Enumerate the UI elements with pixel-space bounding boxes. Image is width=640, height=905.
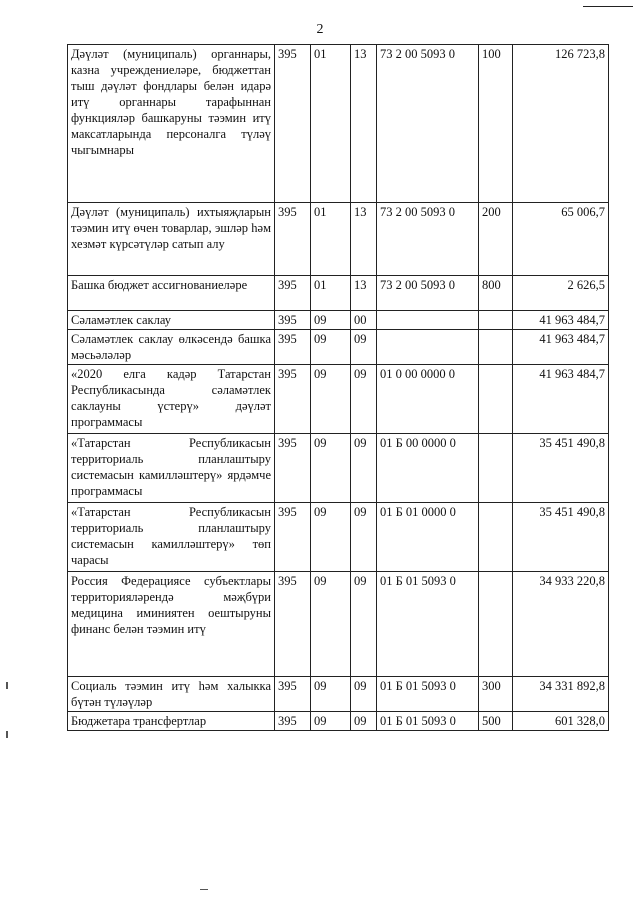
table-row [68,712,609,731]
row-name: Дәүләт (муниципаль) ихтыяҗларын тәэмин итү өчен товарлар, эшләр һәм хезмәт күрсәтүләр сатып алу [68,203,275,276]
section-code: 01 [311,45,351,203]
row-name: «Татарстан Республикасын территориаль планлаштыру системасын камилләштерү» төп чарасы [68,503,275,572]
section-code: 09 [311,330,351,365]
row-name: «2020 елга кадәр Татарстан Республикасында сәламәтлек саклауны үстерү» дәүләт программасы [68,365,275,434]
amount: 41 963 484,7 [513,311,609,330]
table-row [68,572,609,677]
expense-code: 500 [479,712,513,731]
expense-code [479,365,513,434]
section-code: 01 [311,203,351,276]
subsection-code: 09 [351,712,377,731]
target-code: 73 2 00 5093 0 [377,203,479,276]
expense-code [479,572,513,677]
amount: 65 006,7 [513,203,609,276]
ministry-code: 395 [275,330,311,365]
row-name: Дәүләт (муниципаль) органнары, казна учреждениеләре, бюджеттан тыш дәүләт фондлары белән идарә итү органнары тарафыннан функцияләр башкаруны тәэмин итү максатларында персоналга түләү чыгымнары [68,45,275,203]
ministry-code: 395 [275,503,311,572]
section-code: 09 [311,503,351,572]
section-code: 09 [311,311,351,330]
table-row [68,677,609,712]
subsection-code: 13 [351,276,377,311]
ministry-code: 395 [275,311,311,330]
section-code: 09 [311,365,351,434]
target-code: 01 Б 01 5093 0 [377,712,479,731]
subsection-code: 13 [351,203,377,276]
table-row [68,365,609,434]
ministry-code: 395 [275,203,311,276]
subsection-code: 09 [351,434,377,503]
table-row [68,330,609,365]
table-row [68,45,609,203]
section-code: 01 [311,276,351,311]
row-name: Сәламәтлек саклау өлкәсендә башка мәсьәләләр [68,330,275,365]
subsection-code: 00 [351,311,377,330]
amount: 35 451 490,8 [513,434,609,503]
subsection-code: 13 [351,45,377,203]
section-code: 09 [311,677,351,712]
row-name: Башка бюджет ассигнованиеләре [68,276,275,311]
expense-code [479,434,513,503]
row-name: Бюджетара трансфертлар [68,712,275,731]
footer-mark [200,889,208,890]
row-name: Сәламәтлек саклау [68,311,275,330]
budget-table [67,44,609,731]
target-code: 01 Б 01 0000 0 [377,503,479,572]
ministry-code: 395 [275,572,311,677]
ministry-code: 395 [275,677,311,712]
subsection-code: 09 [351,503,377,572]
ministry-code: 395 [275,712,311,731]
row-name: Россия Федерациясе субъектлары территорияләрендә мәҗбүри медицина иминиятен оештыруны финанс белән тәэмин итү [68,572,275,677]
row-name: Социаль тәэмин итү һәм халыкка бүтән түләүләр [68,677,275,712]
section-code: 09 [311,712,351,731]
ministry-code: 395 [275,365,311,434]
target-code: 01 Б 01 5093 0 [377,572,479,677]
amount: 35 451 490,8 [513,503,609,572]
target-code: 01 Б 01 5093 0 [377,677,479,712]
table-row [68,503,609,572]
amount: 601 328,0 [513,712,609,731]
table-row [68,276,609,311]
subsection-code: 09 [351,677,377,712]
ministry-code: 395 [275,276,311,311]
ministry-code: 395 [275,45,311,203]
ministry-code: 395 [275,434,311,503]
expense-code [479,330,513,365]
amount: 34 331 892,8 [513,677,609,712]
expense-code: 300 [479,677,513,712]
amount: 2 626,5 [513,276,609,311]
expense-code: 200 [479,203,513,276]
target-code: 73 2 00 5093 0 [377,276,479,311]
subsection-code: 09 [351,365,377,434]
row-name: «Татарстан Республикасын территориаль планлаштыру системасын камилләштерү» ярдәмче программасы [68,434,275,503]
section-code: 09 [311,572,351,677]
table-row [68,203,609,276]
expense-code [479,503,513,572]
top-rule [583,6,633,7]
amount: 41 963 484,7 [513,365,609,434]
table-row [68,434,609,503]
expense-code: 100 [479,45,513,203]
section-code: 09 [311,434,351,503]
page-number: 2 [316,22,324,37]
target-code [377,311,479,330]
target-code: 73 2 00 5093 0 [377,45,479,203]
target-code: 01 Б 00 0000 0 [377,434,479,503]
subsection-code: 09 [351,330,377,365]
subsection-code: 09 [351,572,377,677]
target-code [377,330,479,365]
amount: 126 723,8 [513,45,609,203]
margin-mark [6,731,8,738]
table-row [68,311,609,330]
margin-mark [6,682,8,689]
target-code: 01 0 00 0000 0 [377,365,479,434]
expense-code: 800 [479,276,513,311]
expense-code [479,311,513,330]
amount: 34 933 220,8 [513,572,609,677]
amount: 41 963 484,7 [513,330,609,365]
